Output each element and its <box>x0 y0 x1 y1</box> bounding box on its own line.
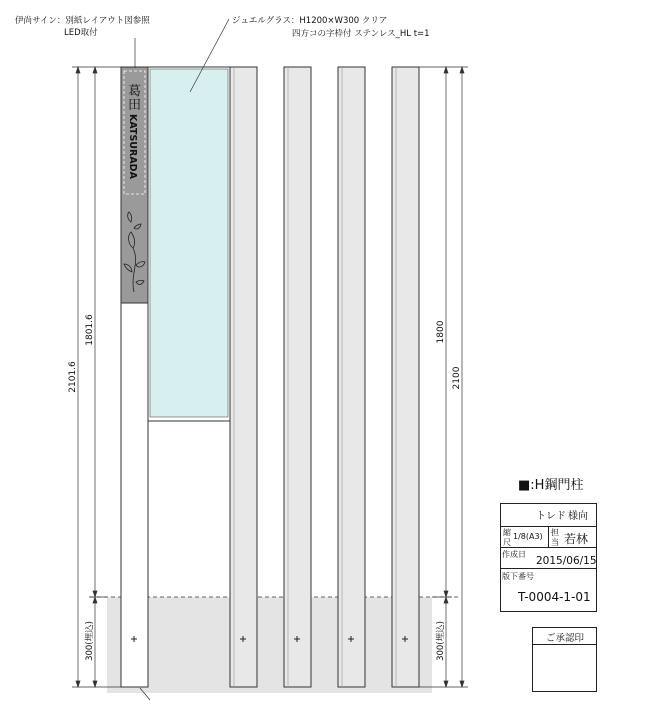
sign-kanji-1: 葛 <box>127 84 142 99</box>
glass-panel <box>150 69 228 417</box>
customer-suffix: 様向 <box>568 511 588 522</box>
dim-right-buried: 300(埋込) <box>436 621 446 661</box>
date-label: 作成日 <box>502 550 526 559</box>
date-value: 2015/06/15 <box>536 555 597 567</box>
dim-left-outer: 2101.6 <box>68 361 78 393</box>
dim-left-buried: 300(埋込) <box>85 621 95 661</box>
scale-divider <box>548 526 549 548</box>
sign-callout-line-1: 伊尚サイン：別紙レイアウト図参照 <box>15 16 150 26</box>
person-label-top: 担 <box>551 528 559 537</box>
dim-right-inner: 1800 <box>436 320 446 344</box>
trader-label: トレド <box>536 511 566 522</box>
person-name: 若林 <box>564 532 589 546</box>
approval-header-line <box>532 644 597 645</box>
approval-label: ご承認印 <box>546 633 585 644</box>
sign-roman: KATSURADA <box>127 114 138 179</box>
glass-callout-line-2: 四方コの字枠付 ステンレス_HL t=1 <box>292 29 430 39</box>
scale-value: 1/8(A3) <box>513 532 543 541</box>
sign-callout-line-2: LED取付 <box>64 28 98 38</box>
dim-right-outer: 2100 <box>452 366 462 390</box>
sign-kanji-2: 田 <box>127 98 142 113</box>
scale-label-bottom: 尺 <box>503 538 511 547</box>
title-heading: ■:H鋼門柱 <box>518 478 584 493</box>
buried-zone <box>107 597 432 693</box>
dim-left-inner: 1801.6 <box>85 314 95 346</box>
left-dimension-lines <box>72 67 121 687</box>
scale-label-top: 縮 <box>503 528 511 537</box>
glass-callout-line-1: ジュエルグラス：H1200×W300 クリア <box>232 16 388 26</box>
person-label-bottom: 当 <box>551 538 559 547</box>
drawing-no-value: T-0004-1-01 <box>518 590 591 604</box>
drawing-no-label: 版下番号 <box>502 572 534 581</box>
